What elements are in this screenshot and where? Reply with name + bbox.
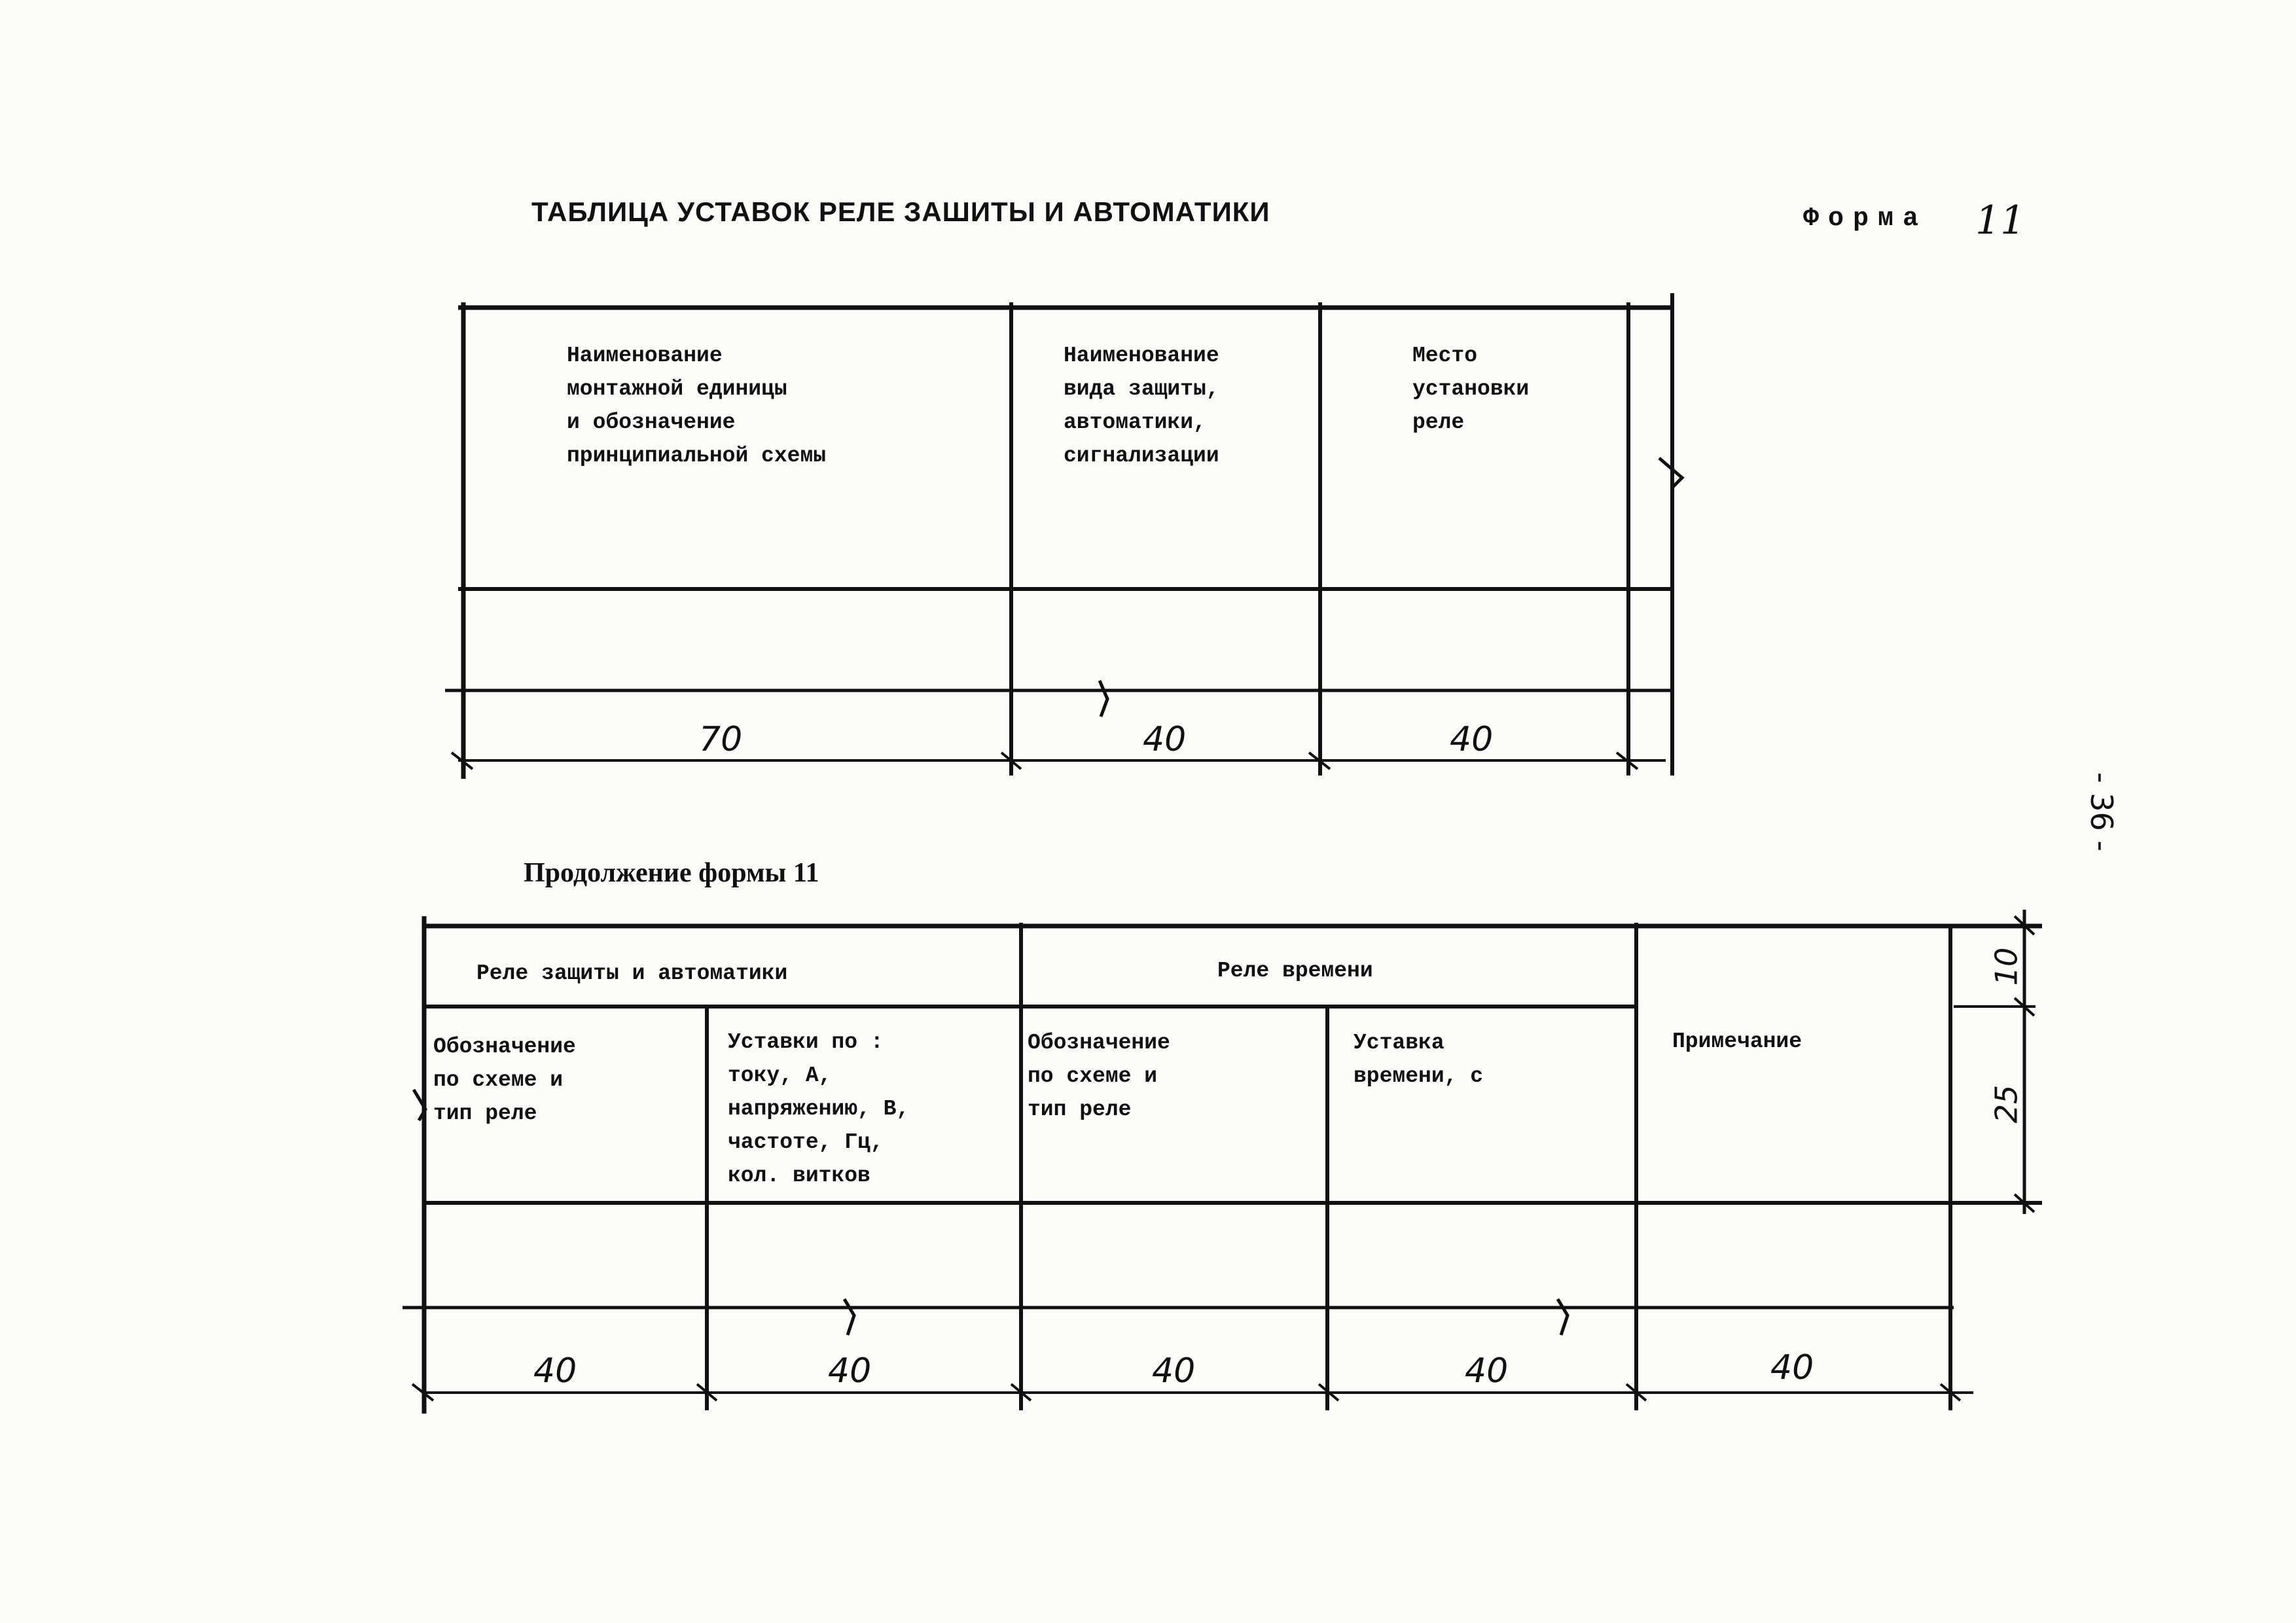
table1-width-col3: 40 [1450, 720, 1494, 759]
table2-width-col2: 40 [828, 1351, 872, 1391]
table2-group-time-relay: Реле времени [1217, 959, 1373, 983]
page-title: ТАБЛИЦА УСТАВОК РЕЛЕ ЗАШИТЫ И АВТОМАТИКИ [531, 196, 1270, 227]
table2-width-col4: 40 [1465, 1351, 1509, 1391]
table2-group-protection-relay: Реле защиты и автоматики [476, 961, 788, 986]
table1-header-relay-location: Место установки реле [1412, 344, 1530, 435]
form-label: Форма [1803, 204, 1928, 234]
page-number: - 36 - [2084, 772, 2119, 851]
table1-header-unit: Наименование монтажной единицы и обозначение принципиальной схемы [567, 344, 827, 468]
table2-header-time-setting: Уставка времени, с [1354, 1031, 1484, 1088]
table2-width-col3: 40 [1152, 1351, 1196, 1391]
table2-height-header-row: 25 [1988, 1084, 2024, 1124]
table2-header-relay-designation: Обозначение по схеме и тип реле [433, 1035, 576, 1126]
table2-header-time-relay-designation: Обозначение по схеме и тип реле [1028, 1031, 1170, 1122]
form-number: 11 [1975, 198, 2026, 243]
table2-width-col1: 40 [533, 1351, 577, 1391]
continuation-label: Продолжение формы 11 [524, 858, 819, 888]
table1-width-col1: 70 [699, 720, 743, 759]
table2-header-settings: Уставки по : току, А, напряжению, В, частоте, Гц, кол. витков [728, 1030, 910, 1188]
table2-width-col5: 40 [1770, 1348, 1814, 1387]
table2-header-notes: Примечание [1672, 1029, 1803, 1054]
table1-header-protection-type: Наименование вида защиты, автоматики, сигнализации [1064, 344, 1219, 468]
table2-height-group-row: 10 [1988, 947, 2024, 986]
table1-width-col2: 40 [1143, 720, 1187, 759]
